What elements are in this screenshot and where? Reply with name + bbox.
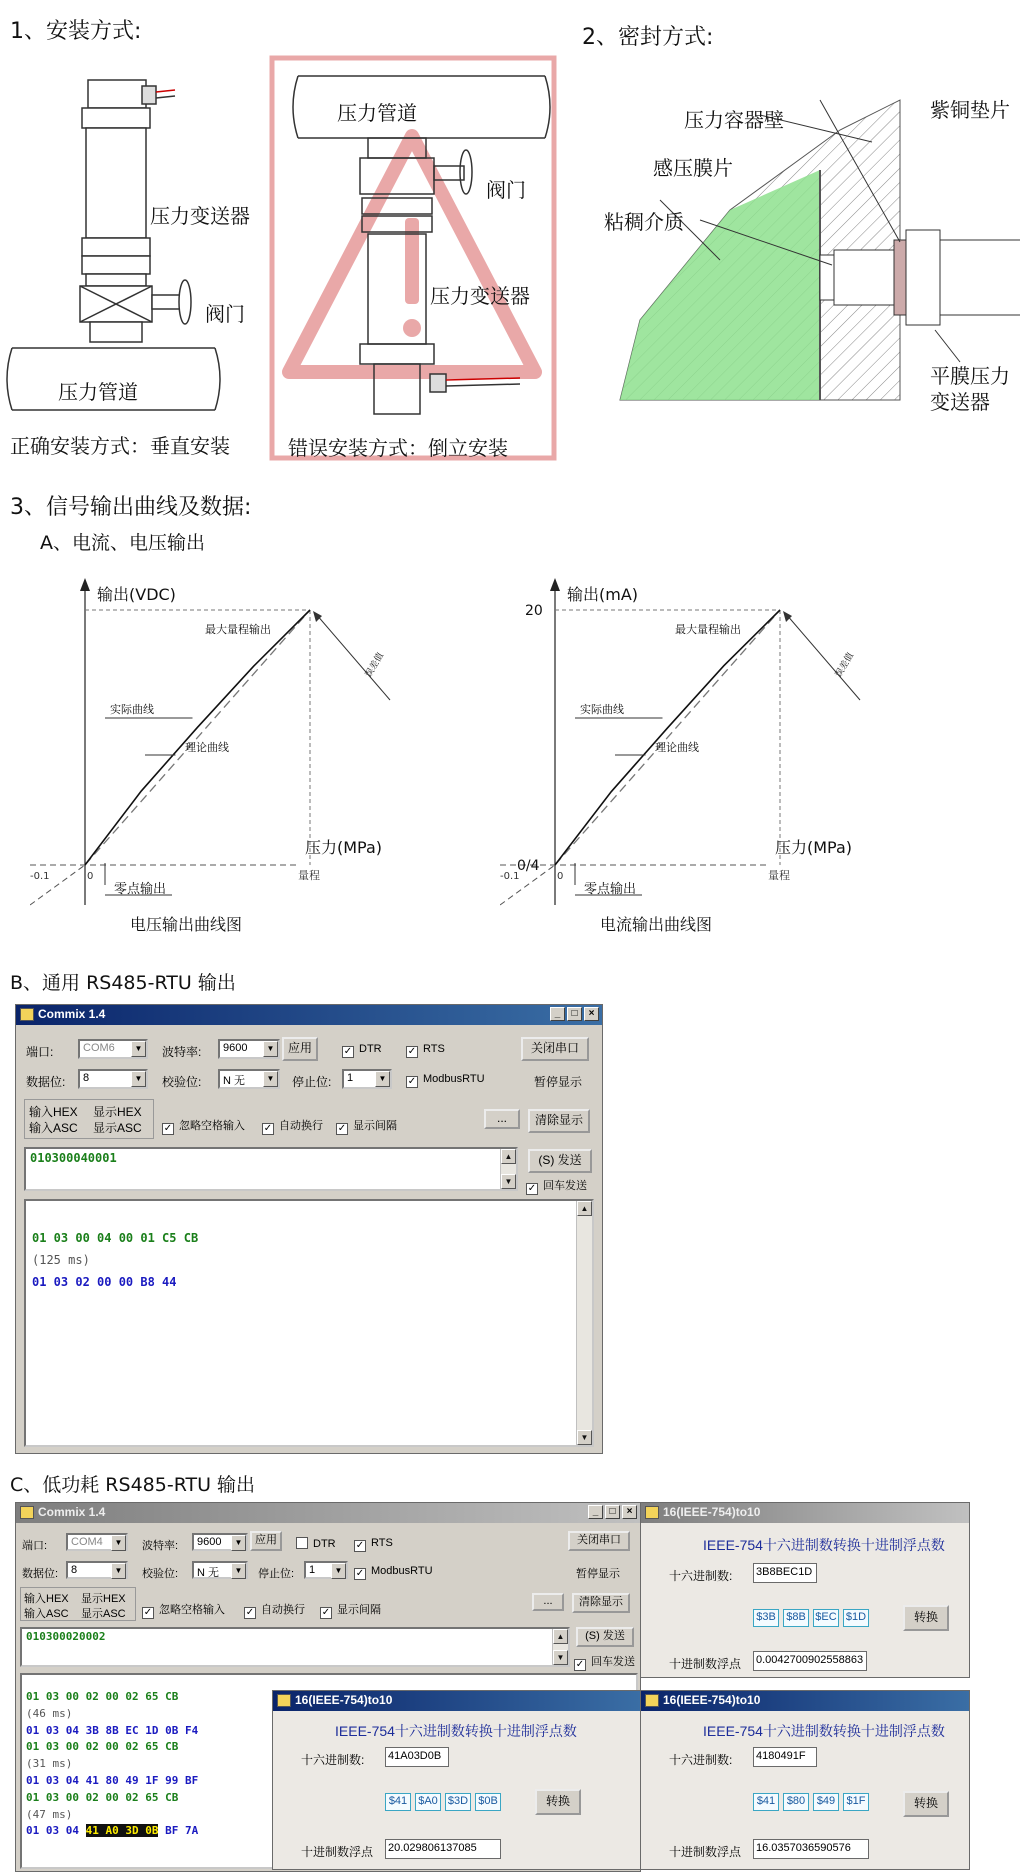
scroll-up-icon[interactable]: ▲ bbox=[501, 1149, 516, 1164]
label-valve-bad: 阀门 bbox=[486, 178, 526, 202]
hex-byte: $41 bbox=[753, 1793, 779, 1811]
annotation-theory-curve: 理论曲线 bbox=[655, 741, 699, 754]
send-input[interactable] bbox=[20, 1627, 570, 1667]
checkbox-checked-icon: ✓ bbox=[407, 1046, 417, 1057]
label-wall: 压力容器壁 bbox=[684, 108, 784, 132]
label-valve-ok: 阀门 bbox=[205, 302, 245, 326]
send-scrollbar[interactable] bbox=[552, 1629, 568, 1665]
modbus-checkbox[interactable] bbox=[354, 1565, 433, 1580]
show-hex-tab[interactable]: 显示HEX bbox=[93, 1105, 142, 1119]
y-axis-label: 输出(VDC) bbox=[97, 585, 176, 604]
dec-label: 十进制数浮点 bbox=[669, 1845, 742, 1859]
ieee-titlebar bbox=[273, 1691, 641, 1711]
baud-value: 9600 bbox=[223, 1042, 248, 1054]
input-asc-tab[interactable]: 输入ASC bbox=[24, 1608, 69, 1620]
window-title: Commix 1.4 bbox=[38, 1007, 106, 1021]
annotation-error: 误差值 bbox=[363, 651, 387, 680]
dropdown-arrow-icon: ▼ bbox=[231, 1563, 246, 1579]
section2-heading: 2、密封方式: bbox=[582, 25, 714, 50]
dropdown-arrow-icon: ▼ bbox=[131, 1071, 146, 1087]
ieee-title: 16(IEEE-754)to10 bbox=[663, 1505, 761, 1519]
checkbox-checked-icon: ✓ bbox=[575, 1659, 585, 1670]
modbus-label: ModbusRTU bbox=[423, 1073, 485, 1085]
auto-newline-checkbox[interactable] bbox=[244, 1601, 305, 1619]
log-line: (31 ms) bbox=[26, 1757, 73, 1771]
checkbox-checked-icon: ✓ bbox=[163, 1123, 173, 1134]
databits-select[interactable] bbox=[66, 1561, 128, 1579]
modbus-label: ModbusRTU bbox=[371, 1565, 433, 1577]
apply-button[interactable]: 应用 bbox=[250, 1531, 282, 1551]
mode-tabs bbox=[24, 1099, 154, 1139]
hex-byte: $0B bbox=[475, 1793, 501, 1811]
annotation-max-output: 最大量程输出 bbox=[205, 623, 271, 636]
annotation-actual-curve: 实际曲线 bbox=[110, 703, 154, 716]
checkbox-unchecked-icon bbox=[296, 1537, 308, 1549]
close-port-button[interactable]: 关闭串口 bbox=[521, 1037, 589, 1061]
dropdown-arrow-icon: ▼ bbox=[263, 1041, 278, 1057]
apply-button[interactable]: 应用 bbox=[282, 1037, 318, 1061]
log-line: 01 03 04 41 80 49 1F 99 BF bbox=[26, 1773, 199, 1787]
sub-a-heading: A、电流、电压输出 bbox=[40, 532, 205, 554]
show-interval-label: 显示间隔 bbox=[353, 1120, 397, 1132]
installation-diagram bbox=[0, 50, 560, 470]
auto-newline-checkbox[interactable] bbox=[262, 1117, 323, 1135]
app-icon bbox=[645, 1694, 659, 1707]
scroll-down-icon[interactable]: ▼ bbox=[577, 1430, 592, 1445]
log-scrollbar[interactable] bbox=[576, 1201, 592, 1445]
scroll-up-icon[interactable]: ▲ bbox=[553, 1629, 568, 1644]
label-diaphragm: 感压膜片 bbox=[653, 156, 733, 180]
show-interval-label: 显示间隔 bbox=[337, 1604, 381, 1616]
dtr-label: DTR bbox=[359, 1043, 382, 1055]
ieee-heading: IEEE-754十六进制数转换十进制浮点数 bbox=[703, 1723, 945, 1739]
section1-heading: 1、安装方式: bbox=[10, 19, 142, 44]
close-button[interactable]: × bbox=[584, 1007, 599, 1021]
y-axis-arrow-icon bbox=[80, 578, 90, 591]
app-icon bbox=[20, 1506, 34, 1519]
port-label: 端口: bbox=[26, 1045, 54, 1059]
auto-newline-label: 自动换行 bbox=[261, 1604, 305, 1616]
log-line: 01 03 04 3B 8B EC 1D 0B F4 bbox=[26, 1723, 199, 1737]
current-output-chart bbox=[500, 575, 960, 935]
dec-output[interactable]: 16.0357036590576 bbox=[753, 1839, 869, 1859]
ieee-titlebar bbox=[641, 1503, 969, 1523]
scroll-down-icon[interactable]: ▼ bbox=[501, 1174, 516, 1189]
maximize-button[interactable]: □ bbox=[605, 1505, 620, 1519]
mode-tabs bbox=[20, 1587, 136, 1621]
parity-value: N 无 bbox=[197, 1567, 219, 1579]
convert-button[interactable]: 转换 bbox=[903, 1791, 949, 1817]
port-value: COM4 bbox=[71, 1536, 103, 1548]
dropdown-arrow-icon: ▼ bbox=[331, 1563, 346, 1579]
input-hex-tab[interactable]: 输入HEX bbox=[24, 1593, 69, 1605]
ieee-converter-b bbox=[272, 1690, 642, 1870]
databits-label: 数据位: bbox=[26, 1075, 66, 1089]
checkbox-checked-icon: ✓ bbox=[245, 1607, 255, 1618]
window-title: Commix 1.4 bbox=[38, 1505, 106, 1519]
log-line: (46 ms) bbox=[26, 1706, 73, 1720]
dropdown-arrow-icon: ▼ bbox=[111, 1535, 126, 1551]
error-arrow-icon bbox=[783, 611, 792, 622]
convert-button[interactable]: 转换 bbox=[535, 1789, 581, 1815]
parity-label: 校验位: bbox=[142, 1568, 179, 1580]
ignore-space-checkbox[interactable] bbox=[162, 1117, 245, 1135]
caption-correct: 正确安装方式：垂直安装 bbox=[10, 434, 230, 458]
hex-input[interactable]: 4180491F bbox=[753, 1747, 817, 1767]
maximize-button[interactable]: □ bbox=[567, 1007, 582, 1021]
baud-select[interactable] bbox=[192, 1533, 248, 1551]
x-tick-label: -0.1 bbox=[30, 871, 50, 882]
ignore-space-label: 忽略空格输入 bbox=[179, 1120, 245, 1132]
dropdown-arrow-icon: ▼ bbox=[263, 1071, 278, 1087]
send-input-value: 010300020002 bbox=[26, 1630, 106, 1643]
voltage-output-chart bbox=[30, 575, 490, 935]
x-axis-label: 压力(MPa) bbox=[775, 838, 853, 857]
stop-label: 停止位: bbox=[258, 1568, 295, 1580]
log-line: 01 03 02 00 00 B8 44 bbox=[32, 1275, 177, 1289]
rts-label: RTS bbox=[423, 1043, 445, 1055]
auto-newline-label: 自动换行 bbox=[279, 1120, 323, 1132]
sub-c-heading: C、低功耗 RS485-RTU 输出 bbox=[10, 1474, 256, 1496]
show-hex-tab[interactable]: 显示HEX bbox=[81, 1593, 126, 1605]
convert-button[interactable]: 转换 bbox=[903, 1605, 949, 1631]
checkbox-checked-icon: ✓ bbox=[321, 1607, 331, 1618]
chart-title: 电压输出曲线图 bbox=[130, 915, 243, 934]
enter-send-label: 回车发送 bbox=[591, 1656, 635, 1668]
chart-title: 电流输出曲线图 bbox=[600, 915, 713, 934]
checkbox-checked-icon: ✓ bbox=[407, 1076, 417, 1087]
ieee-title: 16(IEEE-754)to10 bbox=[663, 1693, 761, 1707]
hex-byte: $8B bbox=[783, 1609, 809, 1627]
hex-label: 十六进制数: bbox=[669, 1569, 733, 1583]
dec-label: 十进制数浮点 bbox=[301, 1845, 374, 1859]
send-button[interactable]: (S) 发送 bbox=[528, 1149, 592, 1173]
hex-byte: $EC bbox=[813, 1609, 839, 1627]
send-input-value: 010300040001 bbox=[30, 1151, 117, 1165]
checkbox-checked-icon: ✓ bbox=[355, 1568, 365, 1579]
log-line: 01 03 00 02 00 02 65 CB bbox=[26, 1740, 179, 1754]
log-line: 01 03 00 02 00 02 65 CB bbox=[26, 1790, 179, 1804]
scroll-down-icon[interactable]: ▼ bbox=[553, 1650, 568, 1665]
annotation-zero-output: 零点输出 bbox=[114, 882, 167, 897]
ieee-converter-a bbox=[640, 1502, 970, 1678]
stop-label: 停止位: bbox=[292, 1075, 332, 1089]
checkbox-checked-icon: ✓ bbox=[263, 1123, 273, 1134]
port-label: 端口: bbox=[22, 1540, 48, 1552]
section3-heading: 3、信号输出曲线及数据: bbox=[10, 495, 252, 520]
label-pipe-ok: 压力管道 bbox=[58, 380, 138, 404]
label-medium: 粘稠介质 bbox=[604, 210, 684, 234]
clear-display-button[interactable]: 清除显示 bbox=[528, 1109, 590, 1133]
app-icon bbox=[20, 1008, 34, 1021]
parity-value: N 无 bbox=[223, 1075, 245, 1087]
dropdown-arrow-icon: ▼ bbox=[111, 1563, 126, 1579]
y-axis-label: 输出(mA) bbox=[567, 585, 639, 604]
databits-label: 数据位: bbox=[22, 1568, 59, 1580]
hex-byte: $3D bbox=[445, 1793, 471, 1811]
log-last-prefix: 01 03 04 bbox=[26, 1824, 86, 1838]
error-arrow-icon bbox=[313, 611, 322, 622]
ignore-space-checkbox[interactable] bbox=[142, 1601, 225, 1619]
send-button[interactable]: (S) 发送 bbox=[576, 1627, 634, 1647]
close-button[interactable]: × bbox=[622, 1505, 637, 1519]
pause-display[interactable]: 暂停显示 bbox=[576, 1568, 620, 1580]
log-highlight: 41 A0 3D 0B bbox=[85, 1824, 159, 1838]
theoretical-curve bbox=[85, 610, 310, 865]
more-button[interactable]: ... bbox=[484, 1109, 520, 1129]
annotation-actual-curve: 实际曲线 bbox=[580, 703, 624, 716]
label-flat-diaphragm-2: 变送器 bbox=[930, 390, 990, 414]
hex-byte: $3B bbox=[753, 1609, 779, 1627]
checkbox-checked-icon: ✓ bbox=[527, 1183, 537, 1194]
port-select[interactable] bbox=[78, 1039, 148, 1059]
checkbox-checked-icon: ✓ bbox=[343, 1046, 353, 1057]
stopbits-select[interactable] bbox=[342, 1069, 392, 1089]
databits-value: 8 bbox=[83, 1072, 90, 1084]
ieee-converter-c bbox=[640, 1690, 970, 1870]
dropdown-arrow-icon: ▼ bbox=[131, 1041, 146, 1057]
log-line: (125 ms) bbox=[32, 1253, 90, 1267]
annotation-theory-curve: 理论曲线 bbox=[185, 741, 229, 754]
port-value: COM6 bbox=[83, 1042, 115, 1054]
databits-select[interactable] bbox=[78, 1069, 148, 1089]
input-hex-tab[interactable]: 输入HEX bbox=[29, 1105, 78, 1119]
show-interval-checkbox[interactable] bbox=[320, 1601, 381, 1619]
commix-window-1 bbox=[15, 1004, 603, 1454]
hex-byte: $41 bbox=[385, 1793, 411, 1811]
commix2-titlebar bbox=[16, 1503, 640, 1523]
x-axis-label: 压力(MPa) bbox=[305, 838, 383, 857]
label-pipe-bad: 压力管道 bbox=[337, 101, 417, 125]
sub-b-heading: B、通用 RS485-RTU 输出 bbox=[10, 972, 236, 994]
parity-select[interactable] bbox=[218, 1069, 280, 1089]
baud-select[interactable] bbox=[218, 1039, 280, 1059]
x-tick-label: -0.1 bbox=[500, 871, 520, 882]
hex-byte: $A0 bbox=[415, 1793, 441, 1811]
ieee-heading: IEEE-754十六进制数转换十进制浮点数 bbox=[335, 1723, 577, 1739]
parity-select[interactable] bbox=[192, 1561, 248, 1579]
log-line: (47 ms) bbox=[26, 1807, 73, 1821]
label-transmitter-bad: 压力变送器 bbox=[430, 284, 530, 308]
hex-label: 十六进制数: bbox=[301, 1753, 365, 1767]
log-line: 01 03 00 04 00 01 C5 CB bbox=[32, 1231, 199, 1245]
dec-output[interactable]: 0.0042700902558863 bbox=[753, 1651, 867, 1671]
y-tick-label: 0/4 bbox=[517, 858, 540, 874]
dropdown-arrow-icon: ▼ bbox=[231, 1535, 246, 1551]
ieee-heading: IEEE-754十六进制数转换十进制浮点数 bbox=[703, 1537, 945, 1553]
dtr-checkbox[interactable] bbox=[342, 1043, 382, 1058]
hex-input[interactable]: 41A03D0B bbox=[385, 1747, 449, 1767]
dtr-label: DTR bbox=[313, 1538, 336, 1550]
hex-input[interactable]: 3B8BEC1D bbox=[753, 1563, 817, 1583]
input-asc-tab[interactable]: 输入ASC bbox=[29, 1121, 78, 1135]
caption-wrong: 错误安装方式：倒立安装 bbox=[288, 436, 508, 460]
ieee-title: 16(IEEE-754)to10 bbox=[295, 1693, 393, 1707]
minimize-button[interactable]: _ bbox=[588, 1505, 603, 1519]
hex-label: 十六进制数: bbox=[669, 1753, 733, 1767]
send-scrollbar[interactable] bbox=[500, 1149, 516, 1189]
clear-display-button[interactable]: 清除显示 bbox=[572, 1593, 630, 1613]
enter-send-label: 回车发送 bbox=[543, 1180, 587, 1192]
show-asc-tab[interactable]: 显示ASC bbox=[93, 1121, 142, 1135]
commix1-titlebar bbox=[16, 1005, 602, 1025]
y-axis-arrow-icon bbox=[550, 578, 560, 591]
annotation-error: 误差值 bbox=[833, 651, 857, 680]
enter-send-checkbox[interactable] bbox=[574, 1653, 635, 1671]
app-icon bbox=[645, 1506, 659, 1519]
rts-checkbox[interactable] bbox=[406, 1043, 445, 1058]
hex-byte: $80 bbox=[783, 1793, 809, 1811]
baud-label: 波特率: bbox=[162, 1045, 202, 1059]
dec-output[interactable]: 20.029806137085 bbox=[385, 1839, 501, 1859]
minimize-button[interactable]: _ bbox=[550, 1007, 565, 1021]
stopbits-value: 1 bbox=[347, 1072, 354, 1084]
scroll-up-icon[interactable]: ▲ bbox=[577, 1201, 592, 1216]
port-select[interactable] bbox=[66, 1533, 128, 1551]
label-transmitter-ok: 压力变送器 bbox=[150, 204, 250, 228]
checkbox-checked-icon: ✓ bbox=[337, 1123, 347, 1134]
dec-label: 十进制数浮点 bbox=[669, 1657, 742, 1671]
x-tick-label: 0 bbox=[557, 871, 564, 882]
theoretical-curve bbox=[555, 610, 780, 865]
app-icon bbox=[277, 1694, 291, 1707]
dropdown-arrow-icon: ▼ bbox=[375, 1071, 390, 1087]
rts-checkbox[interactable] bbox=[354, 1537, 393, 1552]
show-interval-checkbox[interactable] bbox=[336, 1117, 397, 1135]
modbus-checkbox[interactable] bbox=[406, 1073, 485, 1088]
pause-display[interactable]: 暂停显示 bbox=[534, 1075, 583, 1089]
label-flat-diaphragm-1: 平膜压力 bbox=[930, 364, 1010, 388]
stopbits-value: 1 bbox=[309, 1564, 316, 1576]
annotation-zero-output: 零点输出 bbox=[584, 882, 637, 897]
baud-value: 9600 bbox=[197, 1536, 222, 1548]
hex-byte: $1F bbox=[843, 1793, 869, 1811]
x-tick-label: 0 bbox=[87, 871, 94, 882]
hex-byte: $49 bbox=[813, 1793, 839, 1811]
x-tick-label: 量程 bbox=[298, 869, 320, 882]
hex-byte: $1D bbox=[843, 1609, 869, 1627]
ieee-titlebar bbox=[641, 1691, 969, 1711]
y-tick-label: 20 bbox=[525, 603, 543, 619]
log-line: 01 03 00 02 00 02 65 CB bbox=[26, 1690, 179, 1703]
more-button[interactable]: ... bbox=[532, 1593, 564, 1611]
label-gasket: 紫铜垫片 bbox=[930, 98, 1010, 122]
dtr-checkbox[interactable] bbox=[296, 1537, 336, 1550]
checkbox-checked-icon: ✓ bbox=[143, 1607, 153, 1618]
ignore-space-label: 忽略空格输入 bbox=[159, 1604, 225, 1616]
databits-value: 8 bbox=[71, 1564, 78, 1576]
close-port-button[interactable]: 关闭串口 bbox=[568, 1531, 630, 1551]
x-tick-label: 量程 bbox=[768, 869, 790, 882]
receive-log[interactable] bbox=[24, 1199, 594, 1447]
annotation-max-output: 最大量程输出 bbox=[675, 623, 741, 636]
send-input[interactable] bbox=[24, 1147, 518, 1191]
show-asc-tab[interactable]: 显示ASC bbox=[81, 1608, 126, 1620]
rts-label: RTS bbox=[371, 1537, 393, 1549]
baud-label: 波特率: bbox=[142, 1540, 179, 1552]
checkbox-checked-icon: ✓ bbox=[355, 1540, 365, 1551]
log-last-suffix: BF 7A bbox=[158, 1824, 199, 1838]
stopbits-select[interactable] bbox=[304, 1561, 348, 1579]
enter-send-checkbox[interactable] bbox=[526, 1177, 587, 1195]
parity-label: 校验位: bbox=[162, 1075, 202, 1089]
